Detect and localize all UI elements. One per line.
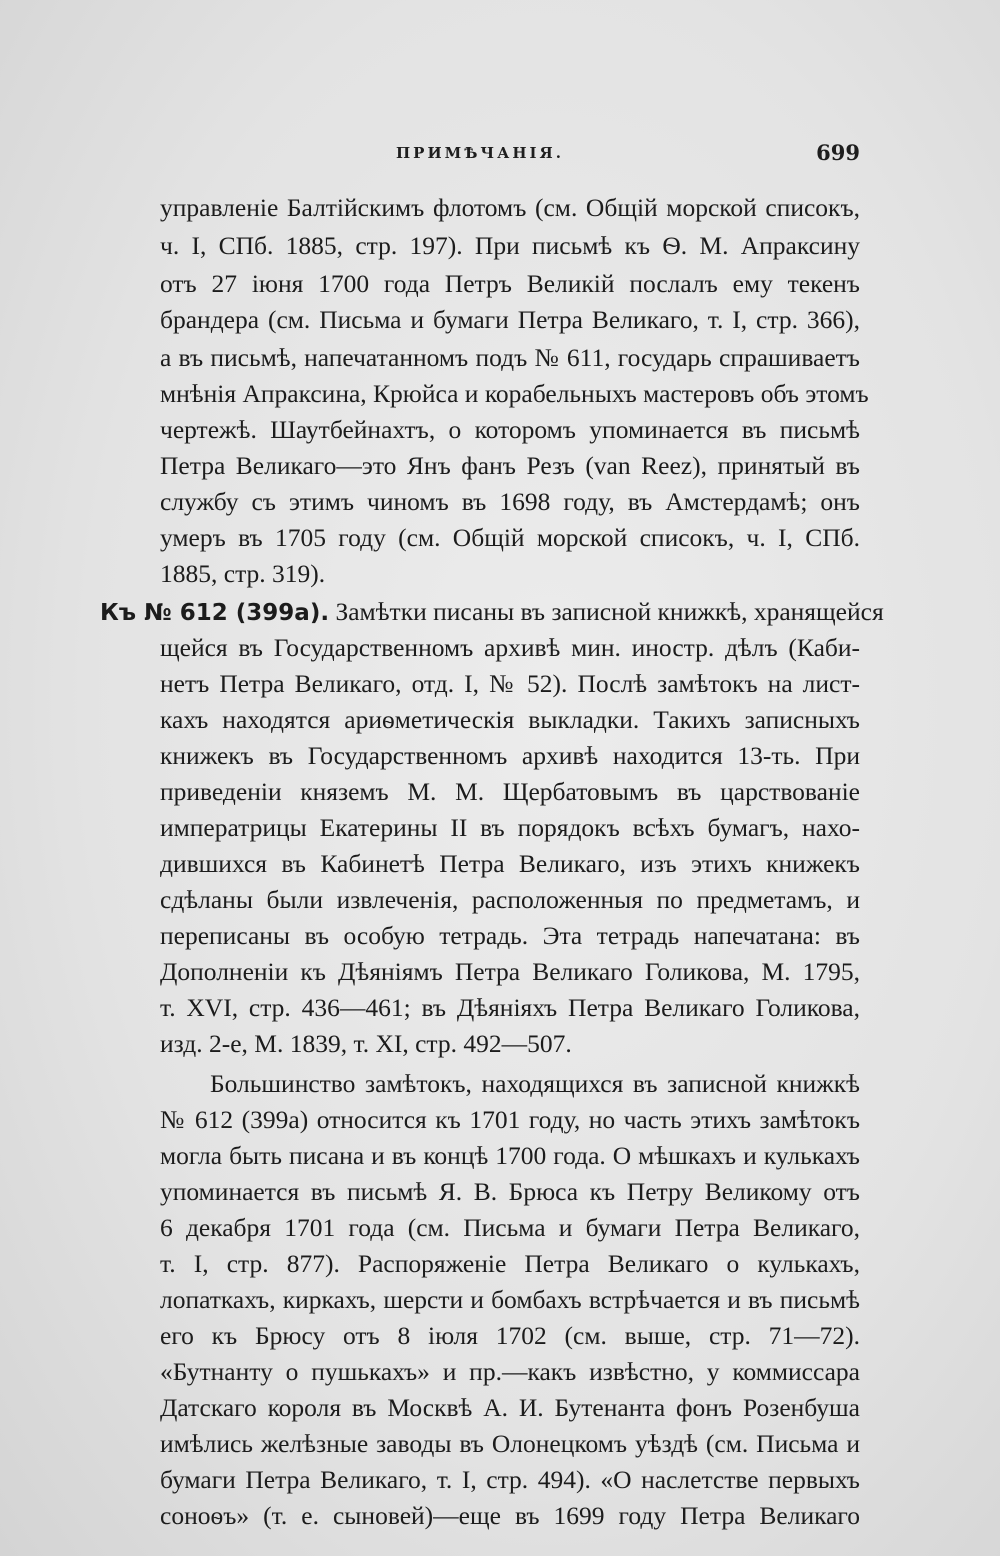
line-text: брандера (см. Письма и бумаги Петра Великаго, т. I, стр. 366), [160, 305, 860, 334]
text-line [160, 774, 860, 810]
reference-label: Къ № 612 (399а). [100, 600, 330, 626]
line-text: могла быть писана и въ концѣ 1700 года. О мѣшкахъ и кулькахъ [160, 1141, 860, 1170]
text-line [160, 1246, 860, 1282]
text-line [160, 918, 860, 954]
text-line [160, 1354, 860, 1390]
line-text: изд. 2-е, М. 1839, т. XI, стр. 492—507. [160, 1029, 572, 1058]
text-line [160, 1282, 860, 1318]
line-text: дившихся въ Кабинетѣ Петра Великаго, изъ этихъ книжекъ [160, 849, 860, 878]
text-line [160, 702, 860, 738]
line-text: отъ 27 іюня 1700 года Петръ Великій послалъ ему текенъ [160, 269, 860, 298]
text-line [160, 810, 860, 846]
text-line [160, 1318, 860, 1354]
text-line [160, 954, 860, 990]
text-line [160, 340, 860, 376]
text-line [160, 630, 860, 666]
text-line [210, 1066, 860, 1102]
text-line [160, 1462, 860, 1498]
text-line [160, 266, 860, 302]
text-line [160, 1174, 860, 1210]
text-line [160, 190, 860, 226]
line-text: Датскаго короля въ Москвѣ А. И. Бутенанта фонъ Розенбуша [160, 1393, 860, 1422]
line-text: Дополненіи къ Дѣяніямъ Петра Великаго Голикова, М. 1795, [160, 957, 860, 986]
line-text: приведеніи княземъ М. М. Щербатовымъ въ царствованіе [160, 777, 860, 806]
line-text: а въ письмѣ, напечатанномъ подъ № 611, государь спрашиваетъ [160, 343, 860, 372]
line-text: мнѣнія Апраксина, Крюйса и корабельныхъ мастеровъ объ этомъ [160, 379, 869, 408]
line-text: умеръ въ 1705 году (см. Общій морской списокъ, ч. I, СПб. [160, 523, 860, 552]
text-line [160, 882, 860, 918]
text-line [160, 1498, 860, 1534]
text-line [160, 1426, 860, 1462]
text-line [100, 594, 884, 630]
line-text: Большинство замѣтокъ, находящихся въ записной книжкѣ [210, 1069, 860, 1098]
line-text: кахъ находятся ариѳметическія выкладки. Такихъ записныхъ [160, 705, 860, 734]
text-line [160, 376, 869, 412]
line-text: чертежѣ. Шаутбейнахтъ, о которомъ упоминается въ письмѣ [160, 415, 860, 444]
line-text: т. XVI, стр. 436—461; въ Дѣяніяхъ Петра Великаго Голикова, [160, 993, 860, 1022]
text-line [160, 1210, 860, 1246]
text-line [160, 738, 860, 774]
line-text: 6 декабря 1701 года (см. Письма и бумаги Петра Великаго, [160, 1213, 860, 1242]
line-text: Замѣтки писаны въ записной книжкѣ, хранящейся [329, 597, 884, 626]
text-line [160, 448, 860, 484]
line-text: Петра Великаго—это Янъ фанъ Резъ (van Reez), принятый въ [160, 451, 860, 480]
text-line [160, 990, 860, 1026]
text-line [160, 412, 860, 448]
line-text: 1885, стр. 319). [160, 559, 326, 588]
line-text: № 612 (399а) относится къ 1701 году, но часть этихъ замѣтокъ [160, 1105, 860, 1134]
page-number: 699 [816, 140, 860, 165]
text-line [160, 1102, 860, 1138]
line-text: бумаги Петра Великаго, т. I, стр. 494). «О наслетстве первыхъ [160, 1465, 860, 1494]
text-line [160, 520, 860, 556]
line-text: щейся въ Государственномъ архивѣ мин. иностр. дѣлъ (Каби- [160, 633, 860, 662]
line-text: его къ Брюсу отъ 8 іюля 1702 (см. выше, стр. 71—72). [160, 1321, 860, 1350]
running-head [160, 140, 860, 170]
line-text: ч. I, СПб. 1885, стр. 197). При письмѣ къ Ѳ. М. Апраксину [160, 231, 860, 260]
text-line [160, 556, 860, 592]
line-text: нетъ Петра Великаго, отд. I, № 52). Послѣ замѣтокъ на лист- [160, 669, 860, 698]
line-text: имѣлись желѣзные заводы въ Олонецкомъ уѣздѣ (см. Письма и [160, 1429, 860, 1458]
text-line [160, 666, 860, 702]
text-line [160, 1138, 860, 1174]
text-line [160, 228, 860, 264]
line-text: т. I, стр. 877). Распоряженіе Петра Великаго о кулькахъ, [160, 1249, 860, 1278]
line-text: императрицы Екатерины II въ порядокъ всѣхъ бумагъ, нахо- [160, 813, 860, 842]
text-line [160, 1390, 860, 1426]
running-title: ПРИМѢЧАНІЯ. [396, 144, 564, 162]
text-line [160, 302, 860, 338]
line-text: лопаткахъ, киркахъ, шерсти и бомбахъ встрѣчается и въ письмѣ [160, 1285, 860, 1314]
text-line [160, 484, 860, 520]
line-text: «Бутнанту о пушькахъ» и пр.—какъ извѣстно, у коммиссара [160, 1357, 860, 1386]
line-text: соноѳъ» (т. е. сыновей)—еще въ 1699 году Петра Великаго [160, 1501, 860, 1530]
text-line [160, 846, 860, 882]
text-line [160, 1026, 860, 1062]
line-text: управленіе Балтійскимъ флотомъ (см. Общій морской списокъ, [160, 193, 860, 222]
line-text: сдѣланы были извлеченія, расположенныя по предметамъ, и [160, 885, 860, 914]
line-text: книжекъ въ Государственномъ архивѣ находится 13-ть. При [160, 741, 860, 770]
line-text: упоминается въ письмѣ Я. В. Брюса къ Петру Великому отъ [160, 1177, 860, 1206]
line-text: переписаны въ особую тетрадь. Эта тетрадь напечатана: въ [160, 921, 860, 950]
line-text: службу съ этимъ чиномъ въ 1698 году, въ Амстердамѣ; онъ [160, 487, 860, 516]
